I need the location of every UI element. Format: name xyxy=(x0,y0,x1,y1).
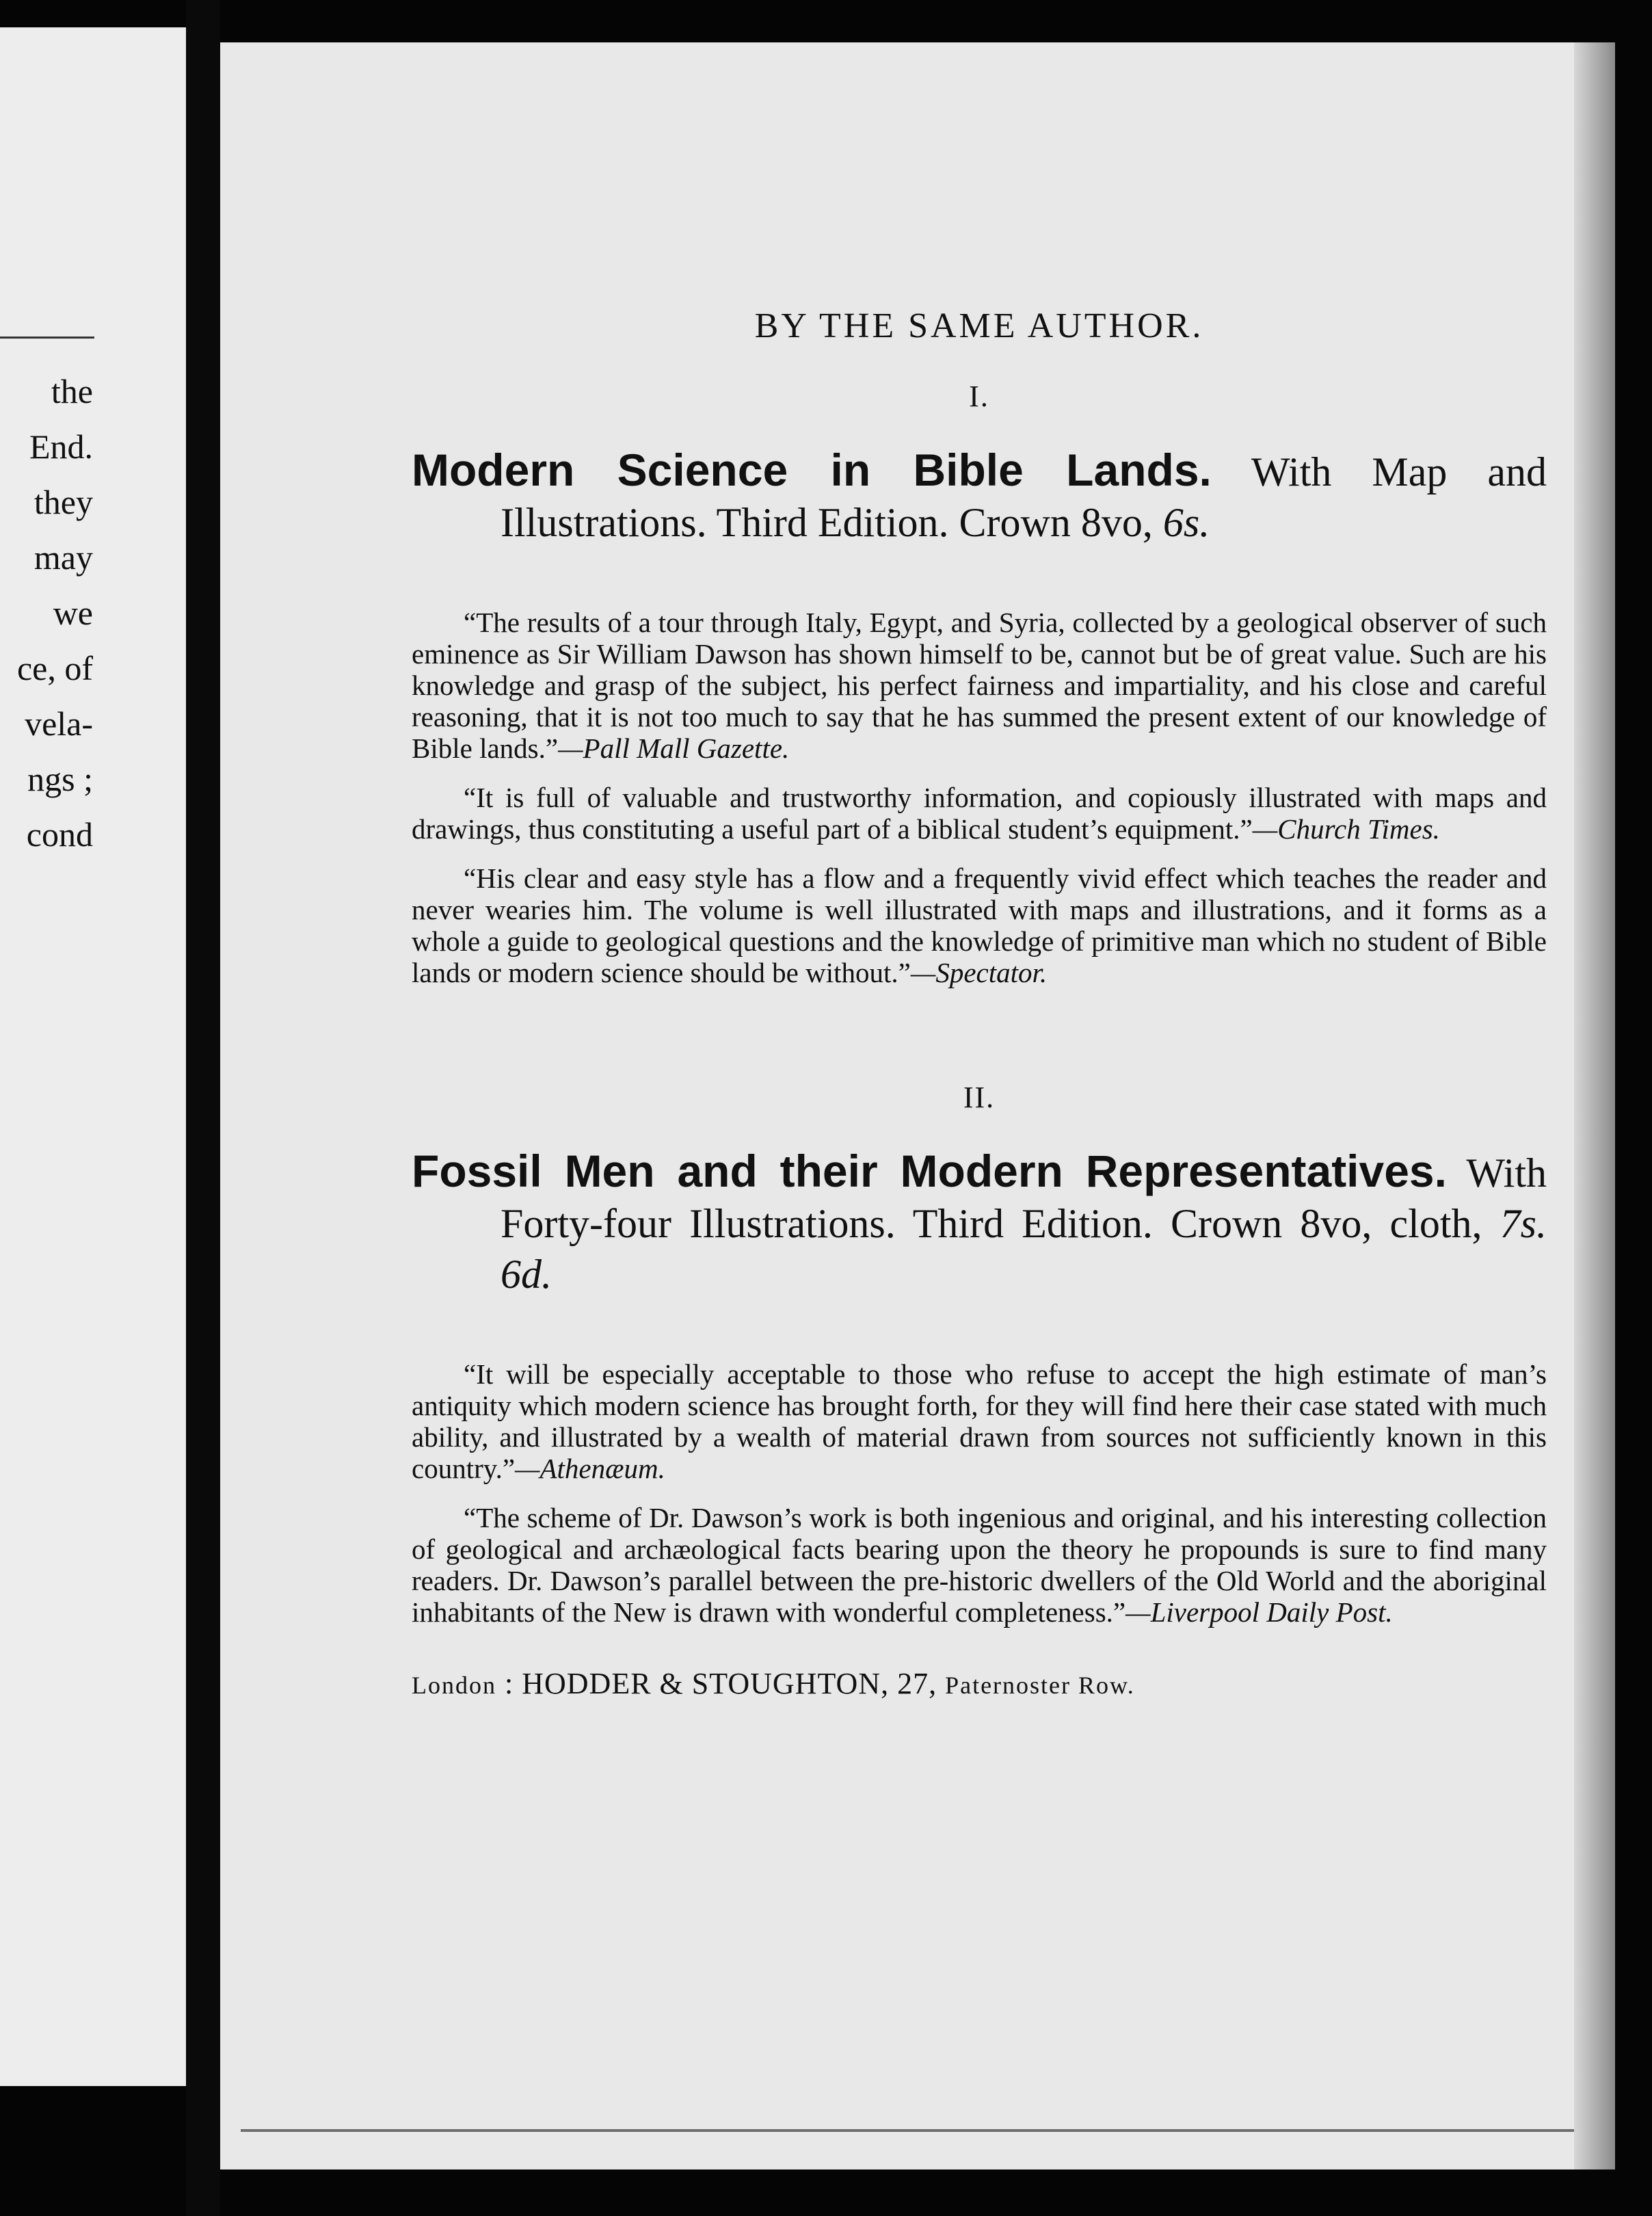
left-line: they xyxy=(34,483,93,521)
left-page xyxy=(0,27,186,2086)
review-quote: “The scheme of Dr. Dawson’s work is both ingenious and original, and his interesting collection of geological and archæological facts bearing upon the theory he propounds is sure to find many readers. Dr. Dawson’s parallel between the pre-historic dwellers of the Old World and the aboriginal inhabitants of the New is drawn with wonderful completeness.”—Liverpool Daily Post. xyxy=(412,1502,1547,1628)
left-line: we xyxy=(53,594,93,632)
review-source: —Liverpool Daily Post. xyxy=(1125,1596,1393,1628)
page-edge-shadow xyxy=(1574,42,1615,2169)
review-quote: “It will be especially acceptable to those who refuse to accept the high estimate of man’s antiquity which modern science has brought forth, for they will find here their case stated with much ability, and illustrated by a wealth of material drawn from sources not sufficiently known in this country.”—Athenæum. xyxy=(412,1358,1547,1484)
book-section-2 xyxy=(412,1077,1547,1628)
page-heading: BY THE SAME AUTHOR. xyxy=(754,306,1204,345)
review-quote: “The results of a tour through Italy, Egypt, and Syria, collected by a geological observer of such eminence as Sir William Dawson has shown himself to be, cannot but be of great value. Such are his knowledge and grasp of the subject, his perfect fairness and impartiality, and his close and careful reasoning, that it is not too much to say that he has summed the present extent of our knowledge of Bible lands.”—Pall Mall Gazette. xyxy=(412,607,1547,764)
left-line: vela- xyxy=(25,704,93,743)
book-title-entry xyxy=(412,1146,1547,1300)
section-numeral: II. xyxy=(963,1081,996,1114)
left-line: the xyxy=(51,372,93,410)
review-source: —Athenæum. xyxy=(515,1453,665,1484)
reviews-list xyxy=(412,607,1547,988)
review-source: —Spectator. xyxy=(910,957,1048,988)
left-page-rule xyxy=(0,337,94,339)
left-page-text xyxy=(0,364,186,862)
left-line: cond xyxy=(26,815,93,854)
section-numeral: I. xyxy=(969,380,989,413)
review-quote: “His clear and easy style has a flow and a frequently vivid effect which teaches the reader and never wearies him. The volume is well illustrated with maps and illustrations, and it forms as a whole a guide to geological questions and the knowledge of primitive man which no student of Bible lands or modern science should be without.”—Spectator. xyxy=(412,862,1547,988)
book-title-entry xyxy=(412,445,1547,548)
review-source: —Church Times. xyxy=(1252,813,1440,845)
review-quote: “It is full of valuable and trustworthy information, and copiously illustrated with maps and drawings, thus constituting a useful part of a biblical student’s equipment.”—Church Times. xyxy=(412,782,1547,845)
reviews-list xyxy=(412,1358,1547,1628)
book-section-1 xyxy=(412,376,1547,988)
imprint-street: Paternoster Row. xyxy=(945,1672,1135,1699)
left-line: may xyxy=(34,538,93,577)
right-page xyxy=(220,42,1615,2169)
left-line: ngs ; xyxy=(27,760,93,798)
book-title: Fossil Men and their Modern Representatives. xyxy=(412,1146,1447,1196)
book-details: With Forty-four Illustrations. Third Edition. Crown 8vo, cloth, xyxy=(501,1150,1547,1246)
imprint-city: London xyxy=(412,1672,496,1699)
left-line: End. xyxy=(29,427,93,466)
book-details: With Map and Illustrations. Third Edition. Crown 8vo, xyxy=(501,449,1547,545)
book-price: 6s. xyxy=(1162,500,1210,545)
book-price: 7s. 6d. xyxy=(501,1201,1547,1297)
book-title: Modern Science in Bible Lands. xyxy=(412,445,1212,495)
publisher-imprint: London : HODDER & STOUGHTON, 27, Paternoster Row. xyxy=(412,1667,1135,1700)
left-line: ce, of xyxy=(16,649,93,687)
page-content xyxy=(412,248,1547,1706)
page-bottom-rule xyxy=(241,2129,1574,2132)
book-spine-gutter xyxy=(186,0,220,2216)
imprint-publisher: HODDER & STOUGHTON, xyxy=(522,1667,890,1700)
review-source: —Pall Mall Gazette. xyxy=(558,733,790,764)
imprint-number: 27, xyxy=(897,1667,937,1700)
